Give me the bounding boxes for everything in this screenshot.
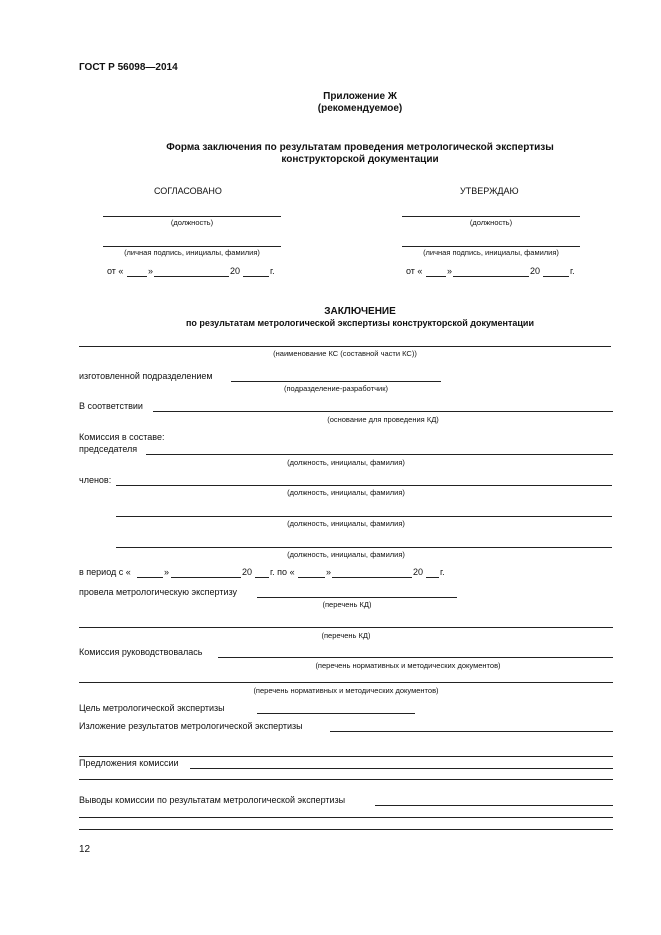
conclusion-subtitle: по результатам метрологической экспертизы конструкторской документации xyxy=(186,318,534,328)
period-end-quote: » xyxy=(326,567,332,577)
period-end-year: 20 xyxy=(413,567,424,577)
period-end-suffix: г. xyxy=(440,567,445,577)
kd-list-caption: (перечень КД) xyxy=(321,631,371,640)
agreed-date-quote: » xyxy=(148,266,154,276)
goal-label: Цель метрологической экспертизы xyxy=(79,703,225,713)
findings-line-1 xyxy=(375,805,613,806)
approve-date-month-line xyxy=(453,276,529,277)
kd-list-line xyxy=(79,627,613,628)
proposals-line-1 xyxy=(190,768,613,769)
performed-label: провела метрологическую экспертизу xyxy=(79,587,238,597)
member-line-3 xyxy=(116,547,612,548)
period-start-month-line xyxy=(171,577,241,578)
agreed-position-caption: (должность) xyxy=(170,218,214,227)
chair-label: председателя xyxy=(79,444,138,454)
agreed-date-year: 20 xyxy=(230,266,241,276)
proposals-label: Предложения комиссии xyxy=(79,758,179,768)
approve-position-caption: (должность) xyxy=(469,218,513,227)
approve-date-year: 20 xyxy=(530,266,541,276)
approve-signature-line xyxy=(402,246,580,247)
agreed-date-suffix: г. xyxy=(270,266,275,276)
period-end-day-line xyxy=(298,577,325,578)
agreed-signature-caption: (личная подпись, инициалы, фамилия) xyxy=(124,248,260,257)
approve-date-day-line xyxy=(426,276,446,277)
proposals-line-2 xyxy=(79,779,613,780)
member-line-1 xyxy=(116,485,612,486)
findings-label: Выводы комиссии по результатам метрологической экспертизы xyxy=(79,795,346,805)
agreed-date-day-line xyxy=(127,276,147,277)
agreed-date-year-line xyxy=(243,276,269,277)
period-start-year: 20 xyxy=(242,567,253,577)
standard-number: ГОСТ Р 56098—2014 xyxy=(79,62,178,73)
period-to: г. по « xyxy=(270,567,295,577)
made-by-line xyxy=(231,381,441,382)
members-label: членов: xyxy=(79,475,112,485)
docs-line xyxy=(79,682,613,683)
results-line-1 xyxy=(330,731,613,732)
results-label: Изложение результатов метрологической экспертизы xyxy=(79,721,303,731)
findings-line-2 xyxy=(79,817,613,818)
agreed-heading: СОГЛАСОВАНО xyxy=(154,186,222,196)
findings-line-3 xyxy=(79,829,613,830)
performed-line xyxy=(257,597,457,598)
performed-caption: (перечень КД) xyxy=(322,600,372,609)
period-end-year-line xyxy=(426,577,439,578)
agreed-position-line xyxy=(103,216,281,217)
agreed-date-month-line xyxy=(154,276,229,277)
period-end-month-line xyxy=(332,577,412,578)
ks-name-line xyxy=(79,346,611,347)
approve-heading: УТВЕРЖДАЮ xyxy=(460,186,519,196)
agreed-date-prefix: от « xyxy=(107,266,124,276)
goal-line xyxy=(257,713,415,714)
approve-date-year-line xyxy=(543,276,569,277)
page-number: 12 xyxy=(79,844,91,855)
accordance-label: В соответствии xyxy=(79,401,143,411)
appendix-title: Приложение Ж xyxy=(323,91,397,102)
docs-caption: (перечень нормативных и методических документов) xyxy=(253,686,439,695)
approve-signature-caption: (личная подпись, инициалы, фамилия) xyxy=(423,248,559,257)
member-caption-1: (должность, инициалы, фамилия) xyxy=(287,488,405,497)
accordance-line xyxy=(153,411,613,412)
made-by-caption: (подразделение-разработчик) xyxy=(284,384,388,393)
approve-date-quote: » xyxy=(447,266,453,276)
form-title-line2: конструкторской документации xyxy=(281,154,439,165)
member-line-2 xyxy=(116,516,612,517)
commission-label: Комиссия в составе: xyxy=(79,432,165,442)
conclusion-title: ЗАКЛЮЧЕНИЕ xyxy=(324,306,396,317)
ks-name-caption: (наименование КС (составной части КС)) xyxy=(273,349,417,358)
approve-position-line xyxy=(402,216,580,217)
period-prefix: в период с « xyxy=(79,567,131,577)
agreed-signature-line xyxy=(103,246,281,247)
accordance-caption: (основание для проведения КД) xyxy=(327,415,439,424)
appendix-status: (рекомендуемое) xyxy=(317,103,403,114)
period-start-year-line xyxy=(255,577,269,578)
guided-label: Комиссия руководствовалась xyxy=(79,647,203,657)
period-start-quote: » xyxy=(164,567,170,577)
approve-date-suffix: г. xyxy=(570,266,575,276)
guided-caption: (перечень нормативных и методических документов) xyxy=(315,661,501,670)
guided-line xyxy=(218,657,613,658)
results-line-2 xyxy=(79,756,613,757)
chair-caption: (должность, инициалы, фамилия) xyxy=(287,458,405,467)
member-caption-3: (должность, инициалы, фамилия) xyxy=(287,550,405,559)
approve-date-prefix: от « xyxy=(406,266,423,276)
period-start-day-line xyxy=(137,577,163,578)
made-by-label: изготовленной подразделением xyxy=(79,371,213,381)
member-caption-2: (должность, инициалы, фамилия) xyxy=(287,519,405,528)
chair-line xyxy=(146,454,613,455)
form-title-line1: Форма заключения по результатам проведения метрологической экспертизы xyxy=(166,142,554,153)
